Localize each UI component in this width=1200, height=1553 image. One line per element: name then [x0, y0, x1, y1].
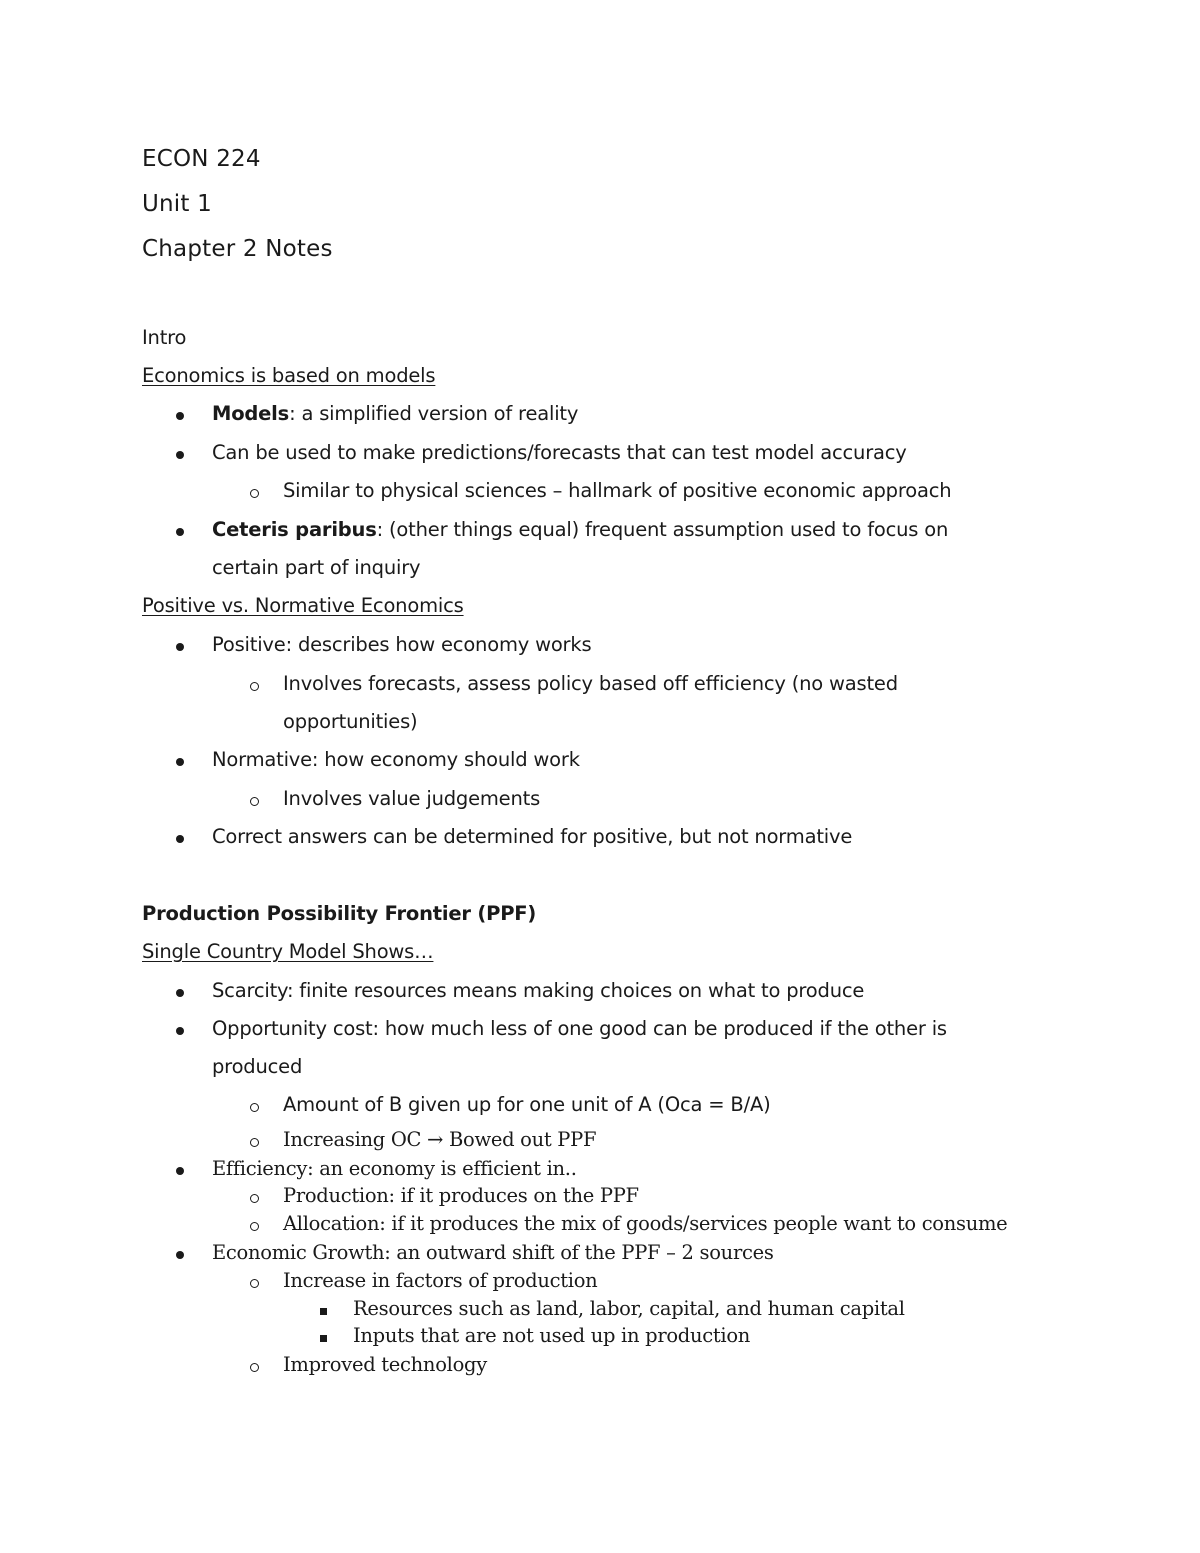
list-item-scarcity: Scarcity: finite resources means making choices on what to produce [212, 979, 865, 1002]
list-item-inputs: Inputs that are not used up in production [353, 1324, 751, 1347]
models-subheading: Economics is based on models [142, 364, 436, 387]
document-page [142, 0, 1142, 1553]
list-item-positive-sub-cont: opportunities) [283, 710, 418, 733]
bullet-icon [176, 758, 184, 766]
bullet-icon [176, 835, 184, 843]
circle-bullet-icon [250, 797, 259, 806]
list-item-allocation: Allocation: if it produces the mix of goods/services people want to consume [283, 1212, 1008, 1235]
list-item-increasing-oc: Increasing OC → Bowed out PPF [283, 1128, 597, 1151]
unit-title: Unit 1 [142, 191, 212, 217]
list-item-physical-sciences: Similar to physical sciences – hallmark of positive economic approach [283, 479, 952, 502]
list-item-opp-cost-cont: produced [212, 1055, 303, 1078]
circle-bullet-icon [250, 1138, 259, 1147]
models-term: Models [212, 402, 290, 425]
circle-bullet-icon [250, 1363, 259, 1372]
bullet-icon [176, 528, 184, 536]
list-item-technology: Improved technology [283, 1353, 487, 1376]
list-item-ceteris-cont: certain part of inquiry [212, 556, 421, 579]
list-item-efficiency: Efficiency: an economy is efficient in.. [212, 1157, 577, 1180]
list-item-normative-sub: Involves value judgements [283, 787, 541, 810]
bullet-icon [176, 989, 184, 997]
bullet-icon [176, 412, 184, 420]
circle-bullet-icon [250, 1103, 259, 1112]
circle-bullet-icon [250, 1222, 259, 1231]
list-item-positive: Positive: describes how economy works [212, 633, 592, 656]
list-item-growth: Economic Growth: an outward shift of the PPF – 2 sources [212, 1241, 774, 1264]
circle-bullet-icon [250, 1194, 259, 1203]
intro-heading: Intro [142, 326, 187, 349]
list-item-predictions: Can be used to make predictions/forecasts that can test model accuracy [212, 441, 907, 464]
bullet-icon [176, 643, 184, 651]
square-bullet-icon [320, 1335, 327, 1342]
circle-bullet-icon [250, 489, 259, 498]
square-bullet-icon [320, 1308, 327, 1315]
bullet-icon [176, 1251, 184, 1259]
pos-norm-subheading: Positive vs. Normative Economics [142, 594, 464, 617]
circle-bullet-icon [250, 682, 259, 691]
ceteris-term: Ceteris paribus [212, 518, 377, 541]
single-country-subheading: Single Country Model Shows… [142, 940, 434, 963]
list-item-ceteris [212, 518, 948, 541]
course-title: ECON 224 [142, 146, 261, 172]
list-item-correct-answers: Correct answers can be determined for positive, but not normative [212, 825, 853, 848]
list-item-positive-sub: Involves forecasts, assess policy based off efficiency (no wasted [283, 672, 898, 695]
ppf-heading: Production Possibility Frontier (PPF) [142, 902, 537, 925]
ceteris-definition: : (other things equal) frequent assumption used to focus on [376, 518, 949, 541]
circle-bullet-icon [250, 1279, 259, 1288]
list-item-resources: Resources such as land, labor, capital, and human capital [353, 1297, 905, 1320]
models-definition: : a simplified version of reality [289, 402, 579, 425]
list-item-models [212, 402, 578, 425]
list-item-increase-factors: Increase in factors of production [283, 1269, 598, 1292]
list-item-normative: Normative: how economy should work [212, 748, 580, 771]
bullet-icon [176, 1027, 184, 1035]
bullet-icon [176, 451, 184, 459]
chapter-title: Chapter 2 Notes [142, 236, 333, 262]
list-item-amount-b: Amount of B given up for one unit of A (Oca = B/A) [283, 1093, 771, 1116]
list-item-production: Production: if it produces on the PPF [283, 1184, 639, 1207]
bullet-icon [176, 1167, 184, 1175]
list-item-opp-cost: Opportunity cost: how much less of one good can be produced if the other is [212, 1017, 947, 1040]
